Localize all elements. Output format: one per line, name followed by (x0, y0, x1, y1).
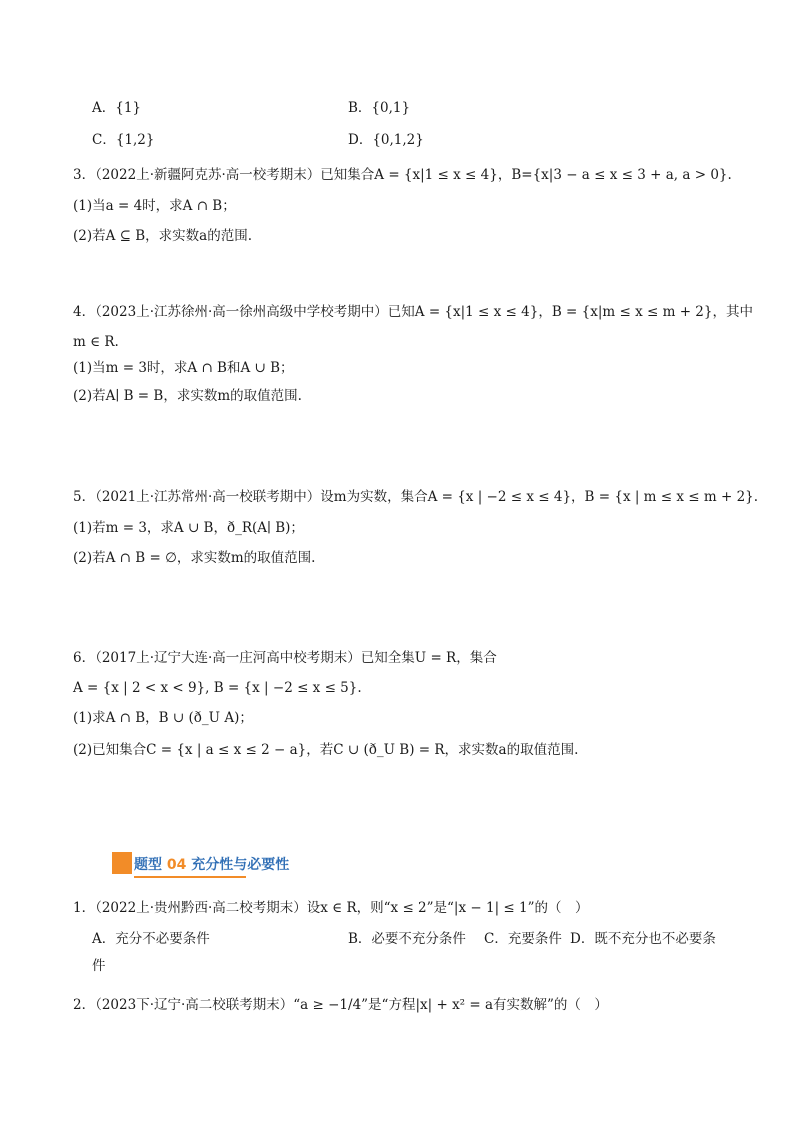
q3-part1: (1)当a = 4时，求A ∩ B； (73, 198, 236, 214)
s1-option-a: A．充分不必要条件 (92, 931, 210, 947)
q4-stem-cont: m ∈ R. (73, 334, 119, 350)
s2-stem: 2．（2023下·辽宁·高二校联考期末）“a ≥ −1/4”是“方程|x| + x² = a有实数解”的（ ） (73, 997, 608, 1013)
q4-part1: (1)当m = 3时，求A ∩ B和A ∪ B； (73, 360, 294, 376)
q6-part1: (1)求A ∩ B，B ∪ (ð_U A)； (73, 710, 253, 726)
s1-option-d: D．既不充分也不必要条 (570, 931, 716, 947)
q3-part2: (2)若A ⊆ B，求实数a的范围. (73, 228, 253, 244)
option-b: B．{0,1} (348, 100, 411, 116)
section-marker-icon (112, 852, 132, 874)
q5-part2: (2)若A ∩ B = ∅，求实数m的取值范围. (73, 550, 316, 566)
s1-option-d-cont: 件 (92, 958, 106, 974)
q3-stem: 3．（2022上·新疆阿克苏·高一校考期末）已知集合A = {x|1 ≤ x ≤ 4}，B={x|3 − a ≤ x ≤ 3 + a, a > 0}. (73, 167, 732, 183)
section-label: 题型 (134, 857, 162, 873)
section-underline (134, 876, 246, 878)
option-c: C．{1,2} (92, 132, 155, 148)
s1-option-c: C．充要条件 (484, 931, 562, 947)
q4-part2: (2)若A∣ B = B，求实数m的取值范围. (73, 388, 302, 404)
q6-part2: (2)已知集合C = {x | a ≤ x ≤ 2 − a}，若C ∪ (ð_U B) = R，求实数a的取值范围. (73, 742, 579, 758)
q5-part1: (1)若m = 3，求A ∪ B，ð_R(A∣ B)； (73, 520, 304, 536)
section-title (134, 854, 289, 874)
option-a: A．{1} (92, 100, 142, 116)
section-title-text: 充分性与必要性 (191, 857, 290, 873)
option-d: D．{0,1,2} (348, 132, 424, 148)
s1-option-b: B．必要不充分条件 (348, 931, 466, 947)
q6-stem-cont: A = {x | 2 < x < 9}, B = {x | −2 ≤ x ≤ 5}. (73, 680, 362, 696)
s1-stem: 1．（2022上·贵州黔西·高二校考期末）设x ∈ R，则“x ≤ 2”是“|x − 1| ≤ 1”的（ ） (73, 900, 589, 916)
section-number: 04 (166, 857, 187, 873)
q6-stem: 6．（2017上·辽宁大连·高一庄河高中校考期末）已知全集U = R，集合 (73, 650, 497, 666)
q5-stem: 5．（2021上·江苏常州·高一校联考期中）设m为实数，集合A = {x | −2 ≤ x ≤ 4}，B = {x | m ≤ x ≤ m + 2}. (73, 489, 759, 505)
section-header (112, 852, 412, 882)
q4-stem: 4．（2023上·江苏徐州·高一徐州高级中学校考期中）已知A = {x|1 ≤ x ≤ 4}，B = {x|m ≤ x ≤ m + 2}，其中 (73, 304, 753, 320)
